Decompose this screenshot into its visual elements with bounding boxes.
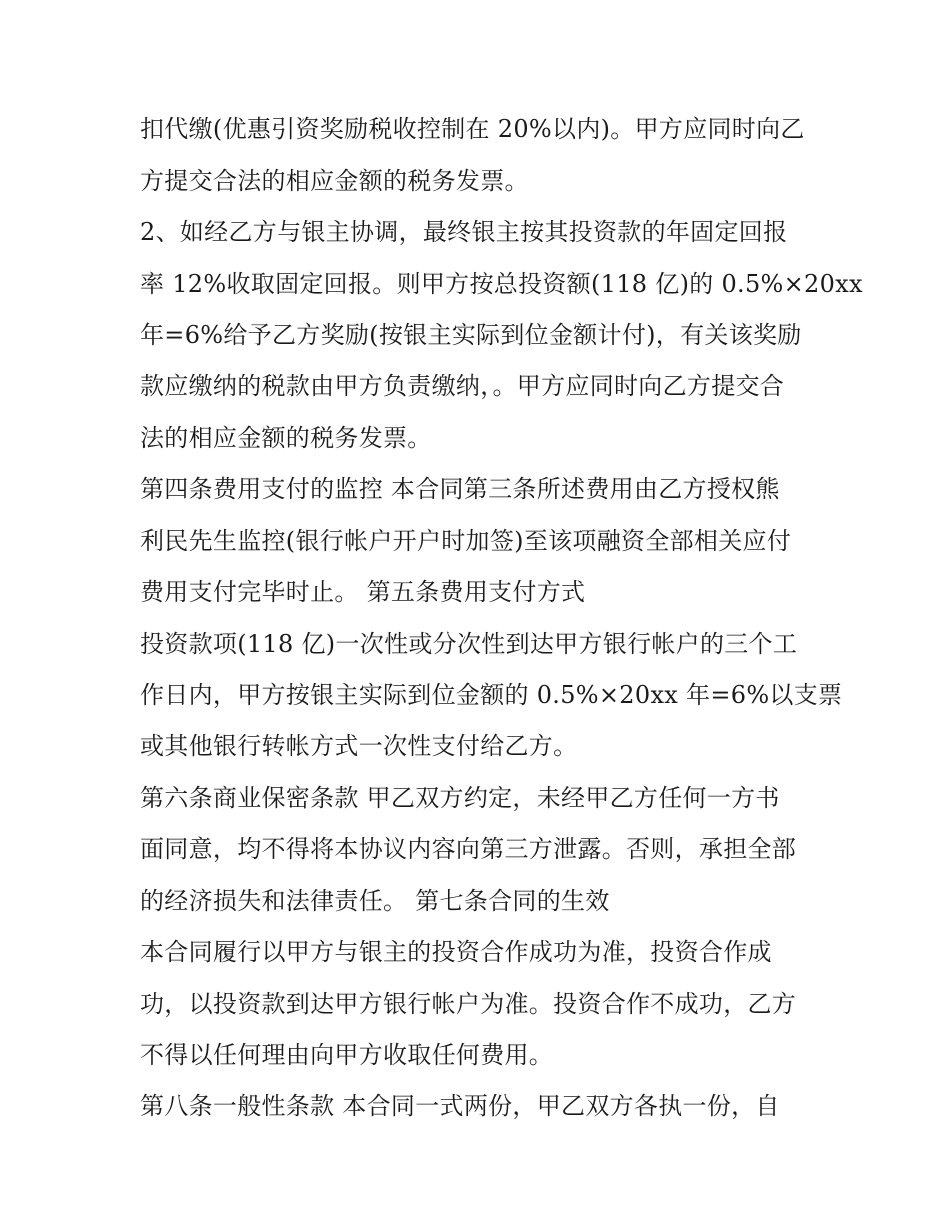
text-line: 面同意，均不得将本协议内容向第三方泄露。否则，承担全部 bbox=[140, 835, 797, 863]
text-line: 方提交合法的相应金额的税务发票。 bbox=[140, 167, 529, 195]
text-line: 第八条一般性条款 本合同一式两份，甲乙双方各执一份，自 bbox=[140, 1092, 780, 1120]
text-line: 作日内，甲方按银主实际到位金额的 0.5%×20xx 年=6%以支票 bbox=[140, 681, 843, 709]
text-line: 的经济损失和法律责任。 第七条合同的生效 bbox=[140, 887, 610, 915]
text-line: 2、如经乙方与银主协调，最终银主按其投资款的年固定回报 bbox=[140, 218, 788, 246]
text-line: 投资款项(118 亿)一次性或分次性到达甲方银行帐户的三个工 bbox=[140, 630, 798, 658]
text-line: 不得以任何理由向甲方收取任何费用。 bbox=[140, 1041, 554, 1069]
text-line: 扣代缴(优惠引资奖励税收控制在 20%以内)。甲方应同时向乙 bbox=[140, 115, 805, 143]
text-line: 或其他银行转帐方式一次性支付给乙方。 bbox=[140, 732, 578, 760]
text-line: 功，以投资款到达甲方银行帐户为准。投资合作不成功，乙方 bbox=[140, 990, 797, 1018]
text-line: 款应缴纳的税款由甲方负责缴纳，。甲方应同时向乙方提交合 bbox=[140, 372, 785, 400]
text-line: 年=6%给予乙方奖励(按银主实际到位金额计付)，有关该奖励 bbox=[140, 321, 802, 349]
text-line: 率 12%收取固定回报。则甲方按总投资额(118 亿)的 0.5%×20xx bbox=[140, 270, 863, 298]
text-line: 第四条费用支付的监控 本合同第三条所述费用由乙方授权熊 bbox=[140, 475, 780, 503]
text-line: 第六条商业保密条款 甲乙双方约定，未经甲乙方任何一方书 bbox=[140, 784, 780, 812]
text-line: 法的相应金额的税务发票。 bbox=[140, 424, 432, 452]
text-line: 本合同履行以甲方与银主的投资合作成功为准，投资合作成 bbox=[140, 938, 772, 966]
text-line: 利民先生监控(银行帐户开户时加签)至该项融资全部相关应付 bbox=[140, 527, 792, 555]
text-line: 费用支付完毕时止。 第五条费用支付方式 bbox=[140, 578, 586, 606]
